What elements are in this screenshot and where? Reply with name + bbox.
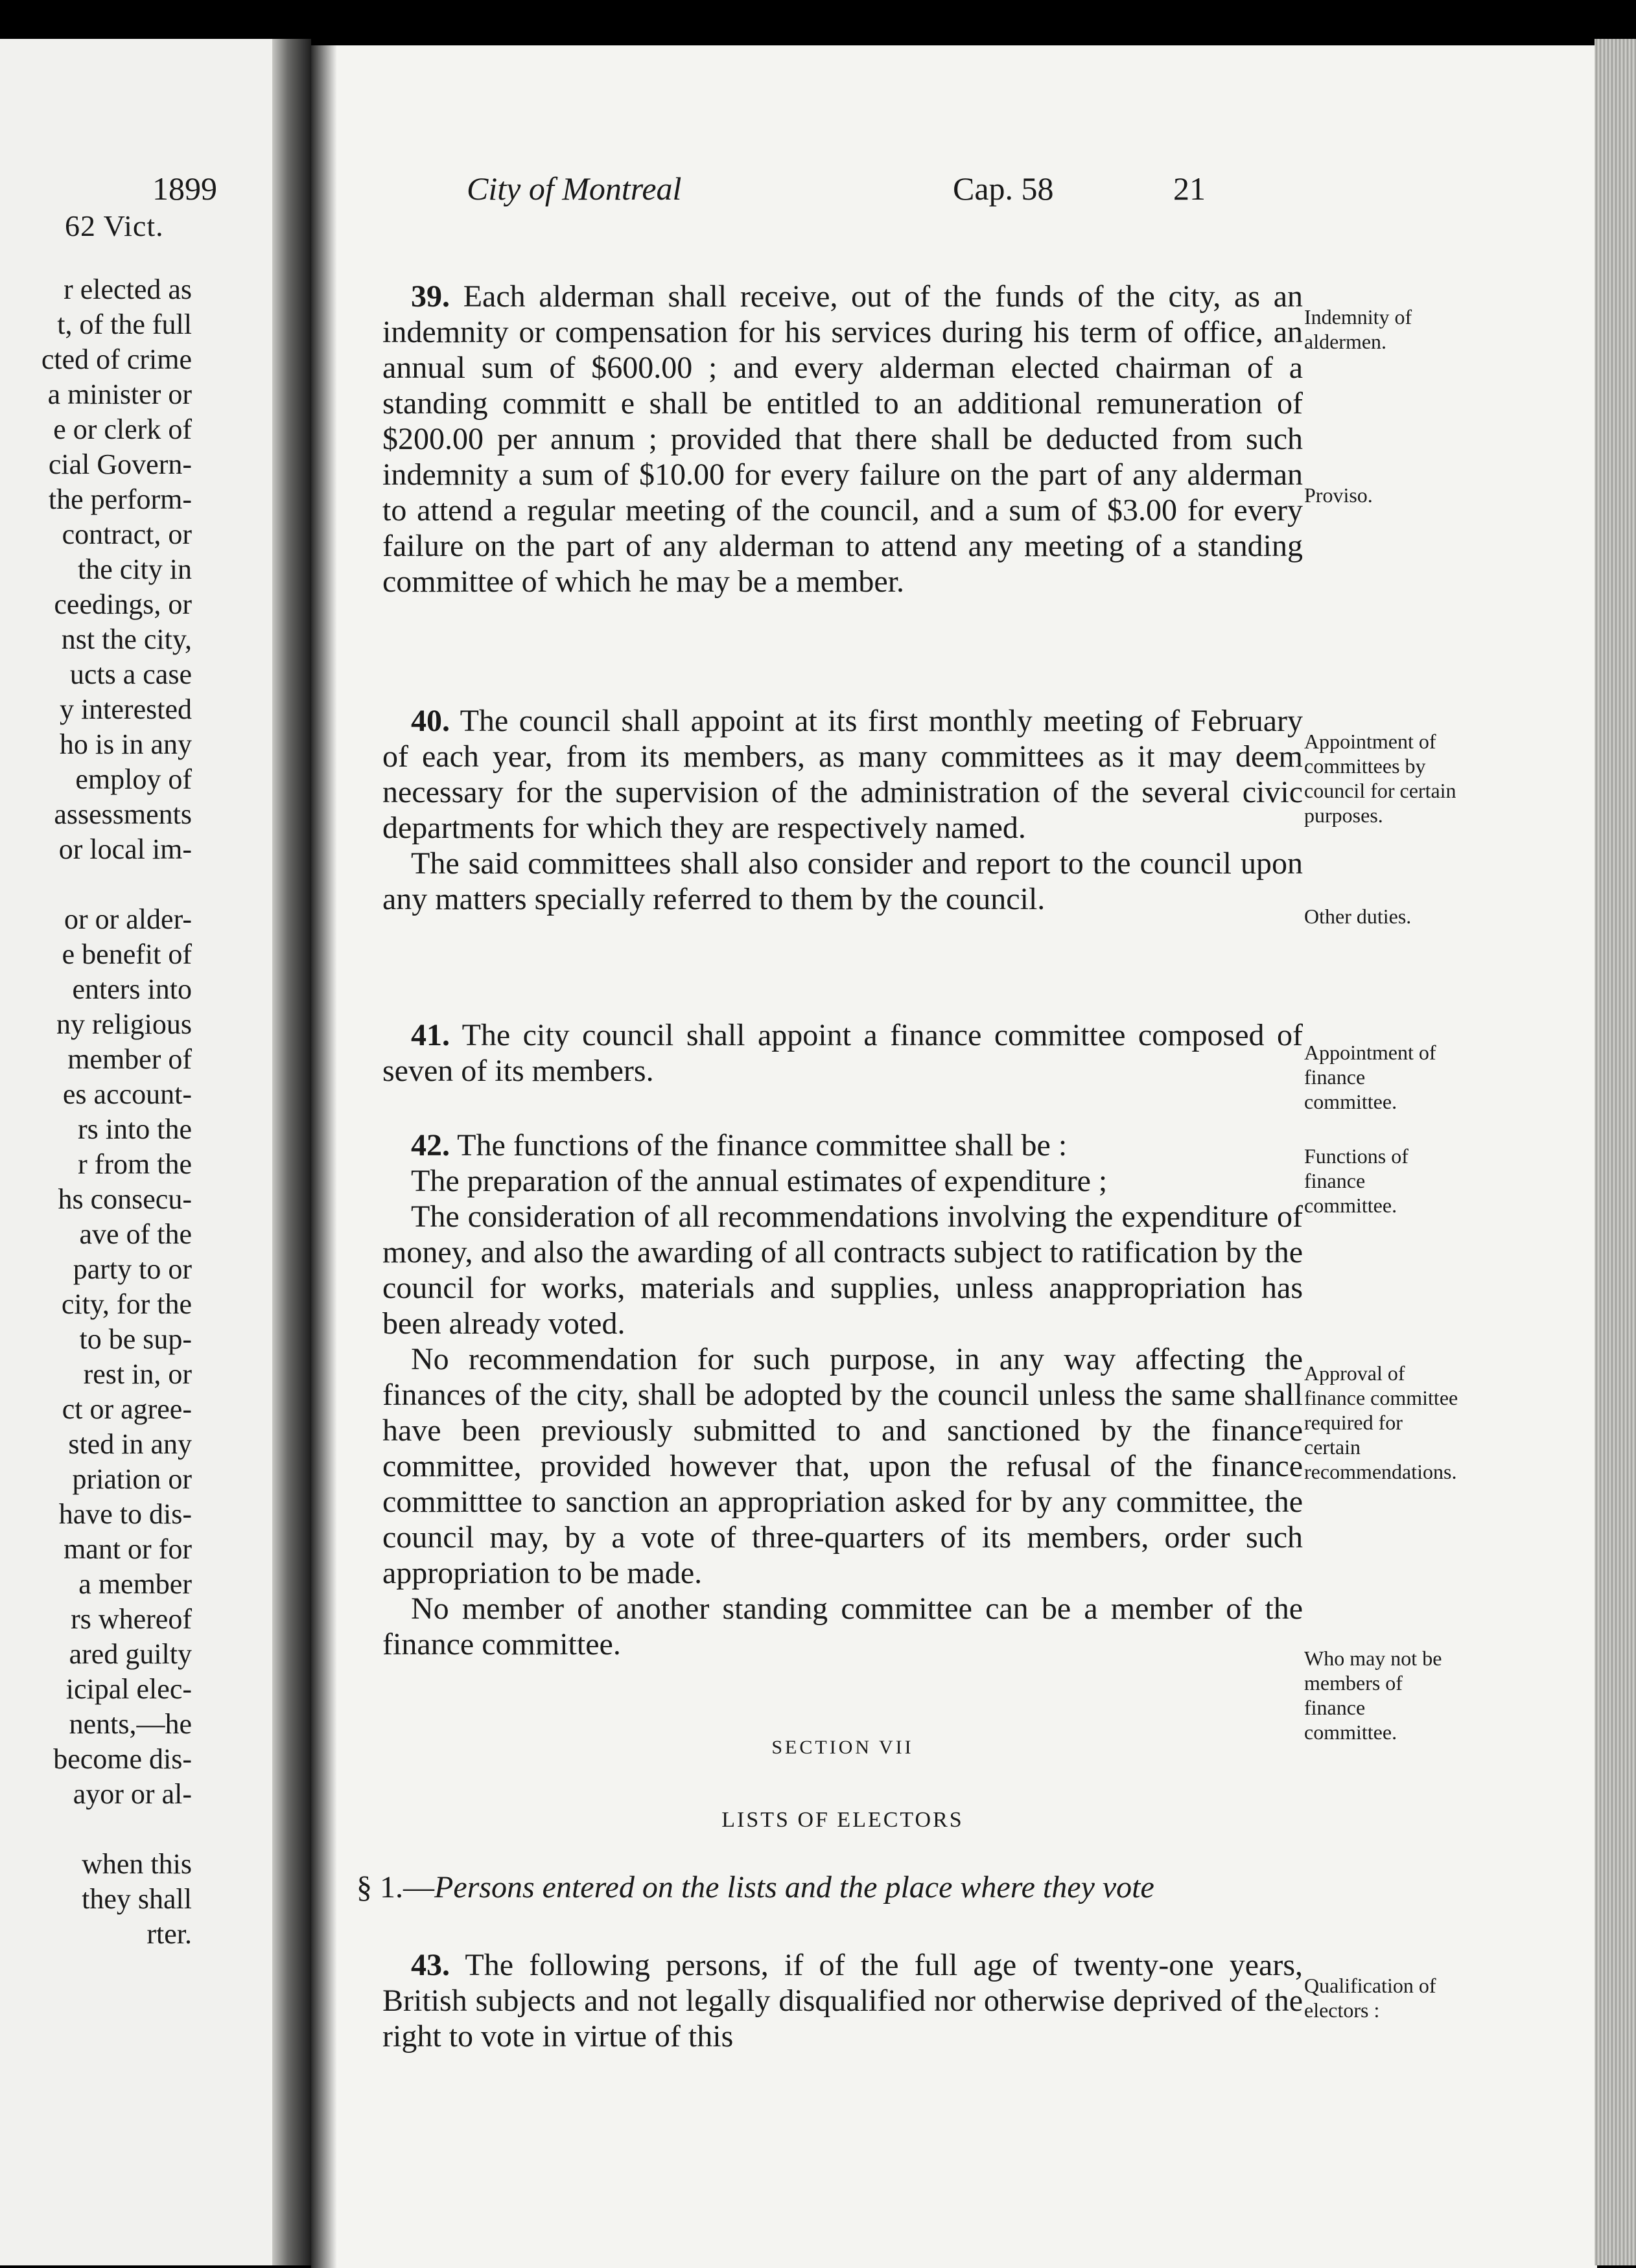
section-number: 39. bbox=[411, 279, 450, 314]
section-41 bbox=[382, 1017, 1303, 1089]
running-header bbox=[78, 170, 1296, 215]
left-page-line: e or clerk of bbox=[53, 413, 192, 445]
left-page-line: e benefit of bbox=[62, 938, 192, 970]
section-42-item-3: No recommendation for such purpose, in any way affecting the finances of the city, shall be adopted by the council unless the same shall have been previously submitted to and sanctioned by the finance committee, provided however that, upon the refusal of the finance committtee to sanction an appropriation asked for by any committee, the council may, by a vote of three-quarters of its members, order such appropriation to be made. bbox=[382, 1342, 1303, 1590]
left-page-line: enters into bbox=[72, 973, 192, 1005]
inner-page-shadow bbox=[311, 45, 337, 2268]
left-page-line: party to or bbox=[73, 1253, 192, 1285]
left-page-line: ct or agree- bbox=[62, 1393, 192, 1425]
left-page-line: rest in, or bbox=[83, 1358, 192, 1390]
page-stack-edge bbox=[1595, 39, 1636, 2265]
left-page-line: es account- bbox=[62, 1078, 192, 1110]
left-page-line: rter. bbox=[146, 1918, 192, 1950]
header-year: 1899 bbox=[152, 170, 217, 207]
left-page-line: ny religious bbox=[56, 1008, 192, 1040]
left-page-line: they shall bbox=[82, 1883, 192, 1915]
section-text: The following persons, if of the full age of twenty-one years, British subjects and not legally disqualified nor otherwise deprived of the right to vote in virtue of this bbox=[382, 1948, 1303, 2054]
subsection-title: Persons entered on the lists and the place where they vote bbox=[434, 1870, 1154, 1904]
left-page-line: or local im- bbox=[58, 833, 192, 865]
left-page-line: ucts a case bbox=[69, 658, 192, 690]
left-page-line: r elected as bbox=[64, 273, 192, 305]
section-43 bbox=[382, 1947, 1303, 2054]
margin-note-indemnity: Indemnity of aldermen. bbox=[1304, 305, 1412, 353]
left-page-line: a minister or bbox=[47, 378, 192, 410]
margin-note-appointment-committees: Appointment of committees by council for certain purposes. bbox=[1304, 730, 1456, 827]
margin-note-finance-committee: Appointment of finance committee. bbox=[1304, 1041, 1436, 1113]
left-page-line bbox=[0, 867, 272, 902]
margin-note-other-duties: Other duties. bbox=[1304, 905, 1412, 928]
left-page-line: member of bbox=[67, 1043, 192, 1075]
left-page-line: ared guilty bbox=[69, 1638, 192, 1670]
section-text: The council shall appoint at its first monthly meeting of February of each year, from its members, as many committees as it may deem necessary for the supervision of the administration of the several civic departments for which they are respectively named. bbox=[382, 704, 1303, 845]
left-page-line: the perform- bbox=[48, 483, 192, 515]
section-text: The city council shall appoint a finance committee composed of seven of its members. bbox=[382, 1018, 1303, 1088]
section-number: 43. bbox=[411, 1948, 450, 1982]
left-page-line: mant or for bbox=[64, 1533, 192, 1565]
page-gutter-shadow bbox=[272, 39, 311, 2265]
margin-note-approval: Approval of finance committee required for certain recommendations. bbox=[1304, 1361, 1458, 1483]
left-page-line: assessments bbox=[54, 798, 192, 830]
left-page-line: ho is in any bbox=[59, 728, 192, 760]
section-title: LISTS OF ELECTORS bbox=[721, 1808, 964, 1832]
left-page-line: to be sup- bbox=[79, 1323, 192, 1355]
left-page-line: become dis- bbox=[53, 1743, 192, 1775]
section-text-continued: The said committees shall also consider and report to the council upon any matters specially referred to them by the council. bbox=[382, 846, 1303, 916]
page-number: 21 bbox=[1173, 170, 1206, 207]
left-page-line: when this bbox=[82, 1848, 192, 1880]
left-page-line: nst the city, bbox=[61, 623, 192, 655]
section-40 bbox=[382, 703, 1303, 917]
margin-note-qualification: Qualification of electors : bbox=[1304, 1974, 1436, 2022]
section-42-item-4: No member of another standing committee can be a member of the finance committee. bbox=[382, 1591, 1303, 1661]
left-page-line: or or alder- bbox=[64, 903, 192, 935]
margin-note-who-may-not: Who may not be members of finance committee. bbox=[1304, 1647, 1442, 1744]
left-page-line: the city in bbox=[78, 553, 192, 585]
subsection-mark: § 1.— bbox=[356, 1870, 434, 1904]
left-page-line: have to dis- bbox=[58, 1498, 192, 1530]
left-page-line: t, of the full bbox=[57, 308, 192, 340]
section-text: The functions of the finance committee shall be : bbox=[457, 1128, 1068, 1163]
section-42-item-2: The consideration of all recommendations involving the expenditure of money, and also the awarding of all contracts subject to ratification by the council for works, materials and supplies, unless anappropriation has been already voted. bbox=[382, 1199, 1303, 1341]
left-page-line: employ of bbox=[75, 763, 192, 795]
left-page-line: r from the bbox=[78, 1148, 192, 1180]
left-page-line: cial Govern- bbox=[48, 448, 192, 480]
margin-note-functions: Functions of finance committee. bbox=[1304, 1144, 1408, 1217]
left-page-line: priation or bbox=[72, 1463, 192, 1495]
left-page-line: hs consecu- bbox=[58, 1183, 192, 1215]
left-page-line: ave of the bbox=[79, 1218, 192, 1250]
section-number: 42. bbox=[411, 1128, 450, 1163]
left-page-line: nents,—he bbox=[69, 1708, 192, 1740]
left-page-line: rs whereof bbox=[71, 1603, 192, 1635]
section-42-item-1: The preparation of the annual estimates of expenditure ; bbox=[411, 1164, 1108, 1198]
section-42 bbox=[382, 1128, 1303, 1662]
left-page-line: rs into the bbox=[78, 1113, 192, 1145]
left-page-line: ayor or al- bbox=[73, 1778, 192, 1810]
left-page-line: cted of crime bbox=[41, 343, 192, 375]
left-page-line: icipal elec- bbox=[65, 1673, 192, 1705]
left-page-line: city, for the bbox=[61, 1288, 192, 1320]
margin-note-proviso: Proviso. bbox=[1304, 483, 1373, 507]
section-heading: SECTION VII bbox=[771, 1737, 914, 1758]
left-page-line: y interested bbox=[59, 693, 192, 725]
subsection-heading bbox=[356, 1869, 1303, 1905]
previous-page bbox=[0, 39, 272, 2265]
section-number: 41. bbox=[411, 1018, 450, 1052]
section-text: Each alderman shall receive, out of the funds of the city, as an indemnity or compensation for his services during his term of office, an annual sum of $600.00 ; and every alderman elected chairman of a standing committ e shall be entitled to an additional remuneration of $200.00 per annum ; provided that there shall be deducted from such indemnity a sum of $10.00 for every failure on the part of any alderman to attend a regular meeting of the council, and a sum of $3.00 for every failure on the part of any alderman to attend any meeting of a standing committee of which he may be a member. bbox=[382, 279, 1303, 599]
left-page-line bbox=[0, 1812, 272, 1847]
left-page-line: a member bbox=[78, 1568, 192, 1600]
left-running-head: 62 Vict. bbox=[65, 209, 164, 242]
section-39 bbox=[382, 279, 1303, 599]
header-title: City of Montreal bbox=[467, 170, 682, 207]
left-page-line: ceedings, or bbox=[54, 588, 192, 620]
header-chapter: Cap. 58 bbox=[953, 170, 1054, 207]
left-page-line: sted in any bbox=[68, 1428, 192, 1460]
left-page-line: contract, or bbox=[62, 518, 192, 550]
left-page-text bbox=[0, 272, 272, 1952]
section-number: 40. bbox=[411, 704, 450, 738]
